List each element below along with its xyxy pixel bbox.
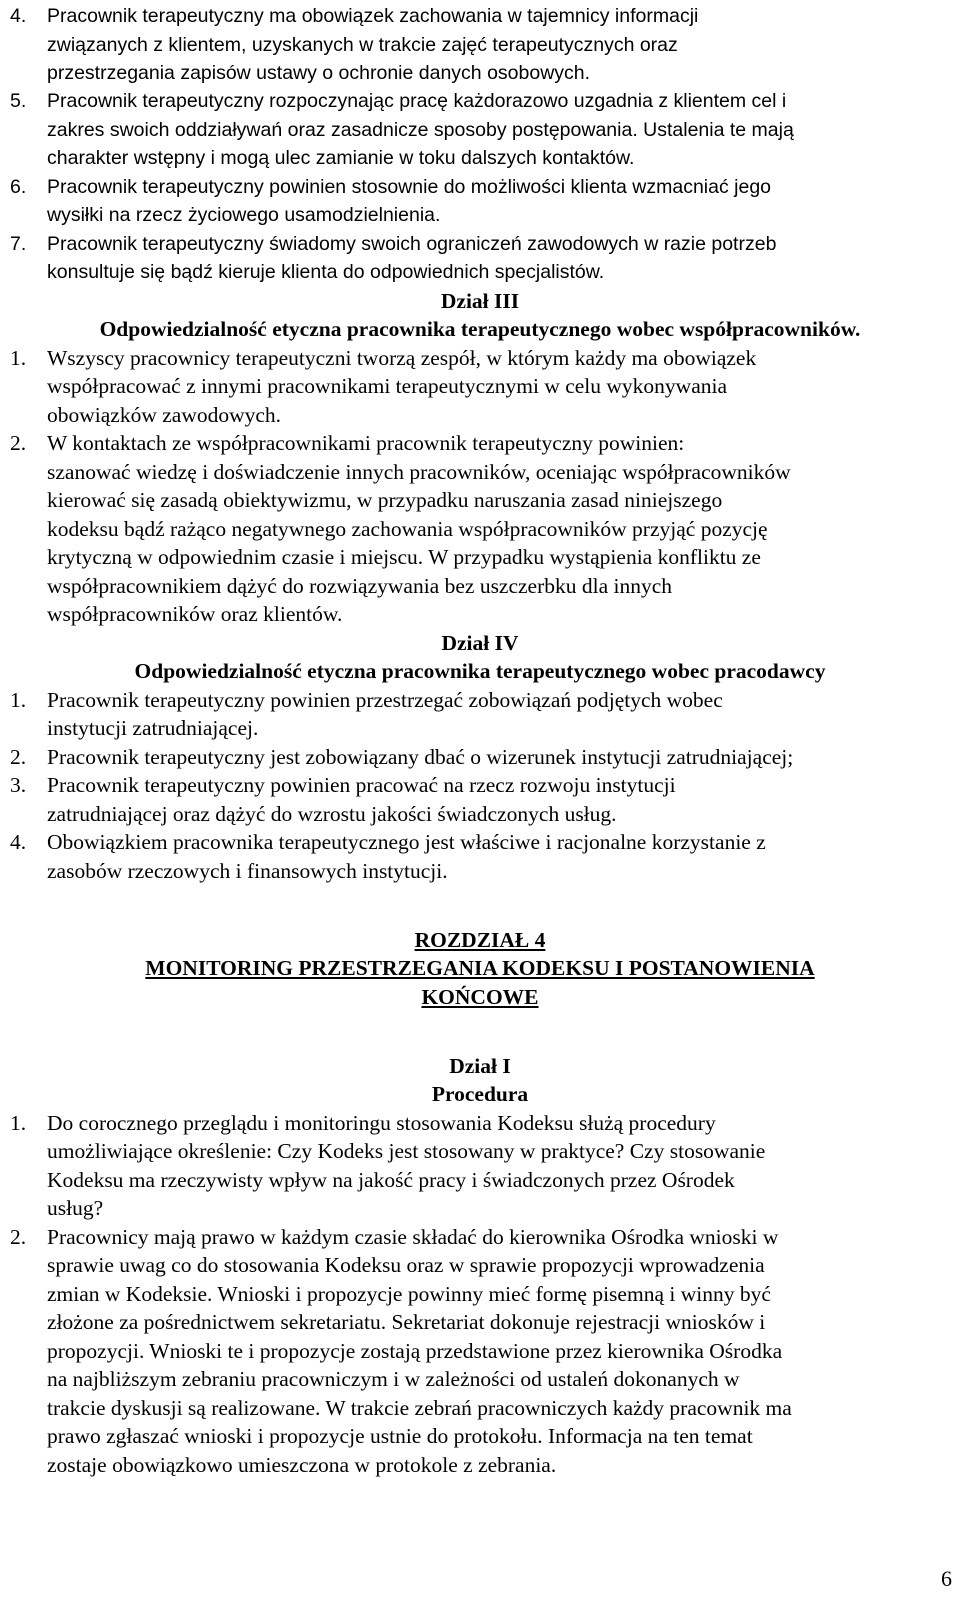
paragraph-line: kodeksu bądź rażąco negatywnego zachowania współpracowników przyjąć pozycję — [47, 517, 768, 541]
paragraph-line: Pracownik terapeutyczny ma obowiązek zachowania w tajemnicy informacji — [47, 5, 699, 27]
list-item-number: 1. — [10, 1111, 27, 1135]
paragraph-line: Pracownik terapeutyczny powinien pracować na rzecz rozwoju instytucji — [47, 773, 676, 797]
section-subheading: Odpowiedzialność etyczna pracownika terapeutycznego wobec współpracowników. — [99, 317, 861, 341]
paragraph-line: Pracownik terapeutyczny rozpoczynając pracę każdorazowo uzgadnia z klientem cel i — [47, 90, 787, 112]
paragraph-line: instytucji zatrudniającej. — [47, 716, 259, 740]
paragraph-line: Pracownik terapeutyczny jest zobowiązany dbać o wizerunek instytucji zatrudniającej; — [47, 745, 794, 769]
paragraph-line: zasobów rzeczowych i finansowych instytucji. — [47, 859, 448, 883]
list-item-number: 2. — [10, 431, 27, 455]
section-heading: Dział IV — [441, 631, 519, 655]
list-item-number: 7. — [10, 233, 27, 255]
section-heading: Dział III — [440, 289, 520, 313]
paragraph-line: Pracownicy mają prawo w każdym czasie składać do kierownika Ośrodka wnioski w — [47, 1225, 779, 1249]
page-number: 6 — [941, 1566, 952, 1591]
paragraph-line: zmian w Kodeksie. Wnioski i propozycje powinny mieć formę pisemną i winny być — [47, 1282, 771, 1306]
paragraph-line: propozycji. Wnioski te i propozycje zostają przedstawione przez kierownika Ośrodka — [47, 1339, 783, 1363]
paragraph-line: zakres swoich oddziaływań oraz zasadnicze sposoby postępowania. Ustalenia te mają — [47, 119, 794, 141]
section-heading: Procedura — [431, 1082, 529, 1106]
list-item-number: 4. — [10, 5, 27, 27]
paragraph-line: krytyczną w odpowiednim czasie i miejscu. W przypadku wystąpienia konfliktu ze — [47, 545, 761, 569]
paragraph-line: współpracować z innymi pracownikami terapeutycznymi w celu wykonywania — [47, 374, 728, 398]
paragraph-line: na najbliższym zebraniu pracowniczym i w zależności od ustaleń dokonanych w — [47, 1367, 740, 1391]
list-item-number: 4. — [10, 830, 27, 854]
paragraph-line: umożliwiające określenie: Czy Kodeks jest stosowany w praktyce? Czy stosowanie — [47, 1139, 766, 1163]
paragraph-line: sprawie uwag co do stosowania Kodeksu oraz w sprawie propozycji wprowadzenia — [47, 1253, 765, 1277]
paragraph-line: charakter wstępny i mogą ulec zamianie w toku dalszych kontaktów. — [47, 147, 635, 169]
paragraph-line: usług? — [47, 1196, 104, 1220]
paragraph-line: Obowiązkiem pracownika terapeutycznego jest właściwe i racjonalne korzystanie z — [47, 830, 766, 854]
section-subheading: Odpowiedzialność etyczna pracownika terapeutycznego wobec pracodawcy — [134, 659, 826, 683]
chapter-title: ROZDZIAŁ 4 — [414, 928, 546, 952]
paragraph-line: zostaje obowiązkowo umieszczona w protokole z zebrania. — [47, 1453, 557, 1477]
paragraph-line: Pracownik terapeutyczny powinien przestrzegać zobowiązań podjętych wobec — [47, 688, 723, 712]
list-item-number: 2. — [10, 745, 27, 769]
paragraph-line: obowiązków zawodowych. — [47, 403, 282, 427]
paragraph-line: Pracownik terapeutyczny powinien stosownie do możliwości klienta wzmacniać jego — [47, 176, 772, 198]
list-item-number: 3. — [10, 773, 27, 797]
paragraph-line: związanych z klientem, uzyskanych w trakcie zajęć terapeutycznych oraz — [47, 34, 678, 56]
paragraph-line: szanować wiedzę i doświadczenie innych pracowników, oceniając współpracowników — [47, 460, 791, 484]
paragraph-line: współpracowników oraz klientów. — [47, 602, 343, 626]
paragraph-line: W kontaktach ze współpracownikami pracownik terapeutyczny powinien: — [47, 431, 685, 455]
list-item-number: 5. — [10, 90, 27, 112]
paragraph-line: Wszyscy pracownicy terapeutyczni tworzą zespół, w którym każdy ma obowiązek — [47, 346, 757, 370]
paragraph-line: konsultuje się bądź kieruje klienta do odpowiednich specjalistów. — [47, 261, 605, 283]
paragraph-line: przestrzegania zapisów ustawy o ochronie danych osobowych. — [47, 62, 591, 84]
paragraph-line: trakcie dyskusji są realizowane. W trakcie zebrań pracowniczych każdy pracownik ma — [47, 1396, 792, 1420]
paragraph-line: Kodeksu ma rzeczywisty wpływ na jakość pracy i świadczonych przez Ośrodek — [47, 1168, 735, 1192]
chapter-title: MONITORING PRZESTRZEGANIA KODEKSU I POSTANOWIENIA — [145, 956, 815, 980]
paragraph-line: Pracownik terapeutyczny świadomy swoich ograniczeń zawodowych w razie potrzeb — [47, 233, 777, 255]
paragraph-line: zatrudniającej oraz dążyć do wzrostu jakości świadczonych usług. — [47, 802, 617, 826]
paragraph-line: kierować się zasadą obiektywizmu, w przypadku naruszania zasad niniejszego — [47, 488, 723, 512]
list-item-number: 1. — [10, 688, 27, 712]
paragraph-line: prawo zgłaszać wnioski i propozycje ustnie do protokołu. Informacja na ten temat — [47, 1424, 753, 1448]
paragraph-line: wysiłki na rzecz życiowego usamodzielnienia. — [47, 204, 441, 226]
list-item-number: 6. — [10, 176, 27, 198]
chapter-title: KOŃCOWE — [421, 985, 539, 1009]
paragraph-line: złożone za pośrednictwem sekretariatu. Sekretariat dokonuje rejestracji wniosków i — [47, 1310, 766, 1334]
list-item-number: 1. — [10, 346, 27, 370]
paragraph-line: Do corocznego przeglądu i monitoringu stosowania Kodeksu służą procedury — [47, 1111, 716, 1135]
paragraph-line: współpracownikiem dążyć do rozwiązywania bez uszczerbku dla innych — [47, 574, 673, 598]
list-item-number: 2. — [10, 1225, 27, 1249]
section-heading: Dział I — [449, 1054, 511, 1078]
